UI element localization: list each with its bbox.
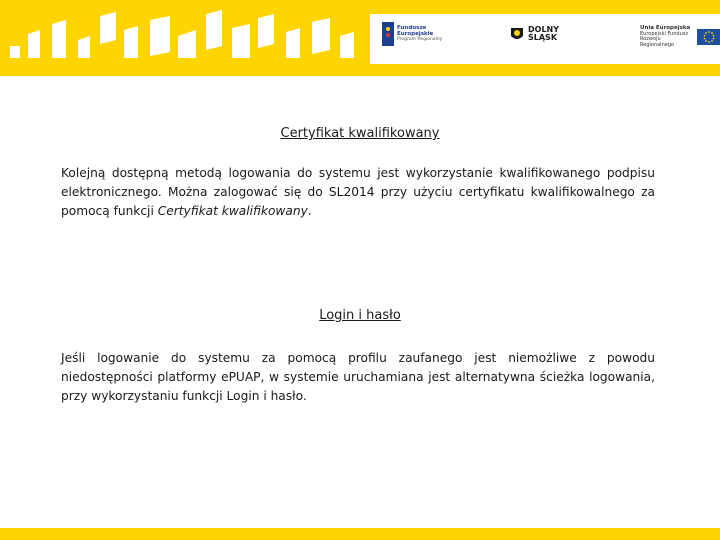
fundusze-line3: Program Regionalny [397, 37, 443, 42]
dolny-slask-eagle-icon [510, 26, 524, 42]
unia-line2: Europejski Fundusz [640, 30, 688, 37]
dolny-slask-line2: ŚLĄSK [528, 33, 558, 42]
unia-line1: Unia Europejska [640, 25, 691, 31]
dolny-slask-line1: DOLNY [528, 25, 560, 34]
paragraph-certyfikat-end: . [307, 204, 312, 218]
paragraph-login: Jeśli logowanie do systemu za pomocą profilu zaufanego jest niemożliwe z powodu niedostępności platformy ePUAP, w systemie uruchamiana jest alternatywna ścieżka logowania, przy wykorzystaniu funkcji Login i hasło. [61, 351, 655, 403]
heading-login: Login i hasło [319, 308, 401, 323]
dolny-slask-logo [510, 26, 559, 42]
unia-line3: Rozwoju Regionalnego [640, 36, 675, 48]
decorative-pattern [0, 0, 380, 76]
fundusze-line1: Fundusze [397, 25, 427, 31]
fundusze-logo-icon [382, 22, 394, 46]
fundusze-europejskie-logo [382, 22, 442, 46]
paragraph-certyfikat-emphasis: Certyfikat kwalifikowany [157, 204, 308, 218]
footer-bar [0, 528, 720, 540]
heading-certyfikat: Certyfikat kwalifikowany [280, 126, 440, 141]
header-banner [0, 0, 720, 76]
unia-europejska-logo [640, 26, 720, 48]
paragraph-certyfikat-text: Kolejną dostępną metodą logowania do systemu jest wykorzystanie kwalifikowanego podpisu elektronicznego. Można zalogować się do SL2014 przy użyciu certyfikatu kwalifikowalnego za pomocą funkcji [61, 166, 655, 218]
eu-flag-icon [697, 29, 720, 45]
logo-strip [370, 14, 720, 64]
paragraph-certyfikat [61, 164, 655, 221]
fundusze-line2: Europejskie [397, 31, 434, 37]
